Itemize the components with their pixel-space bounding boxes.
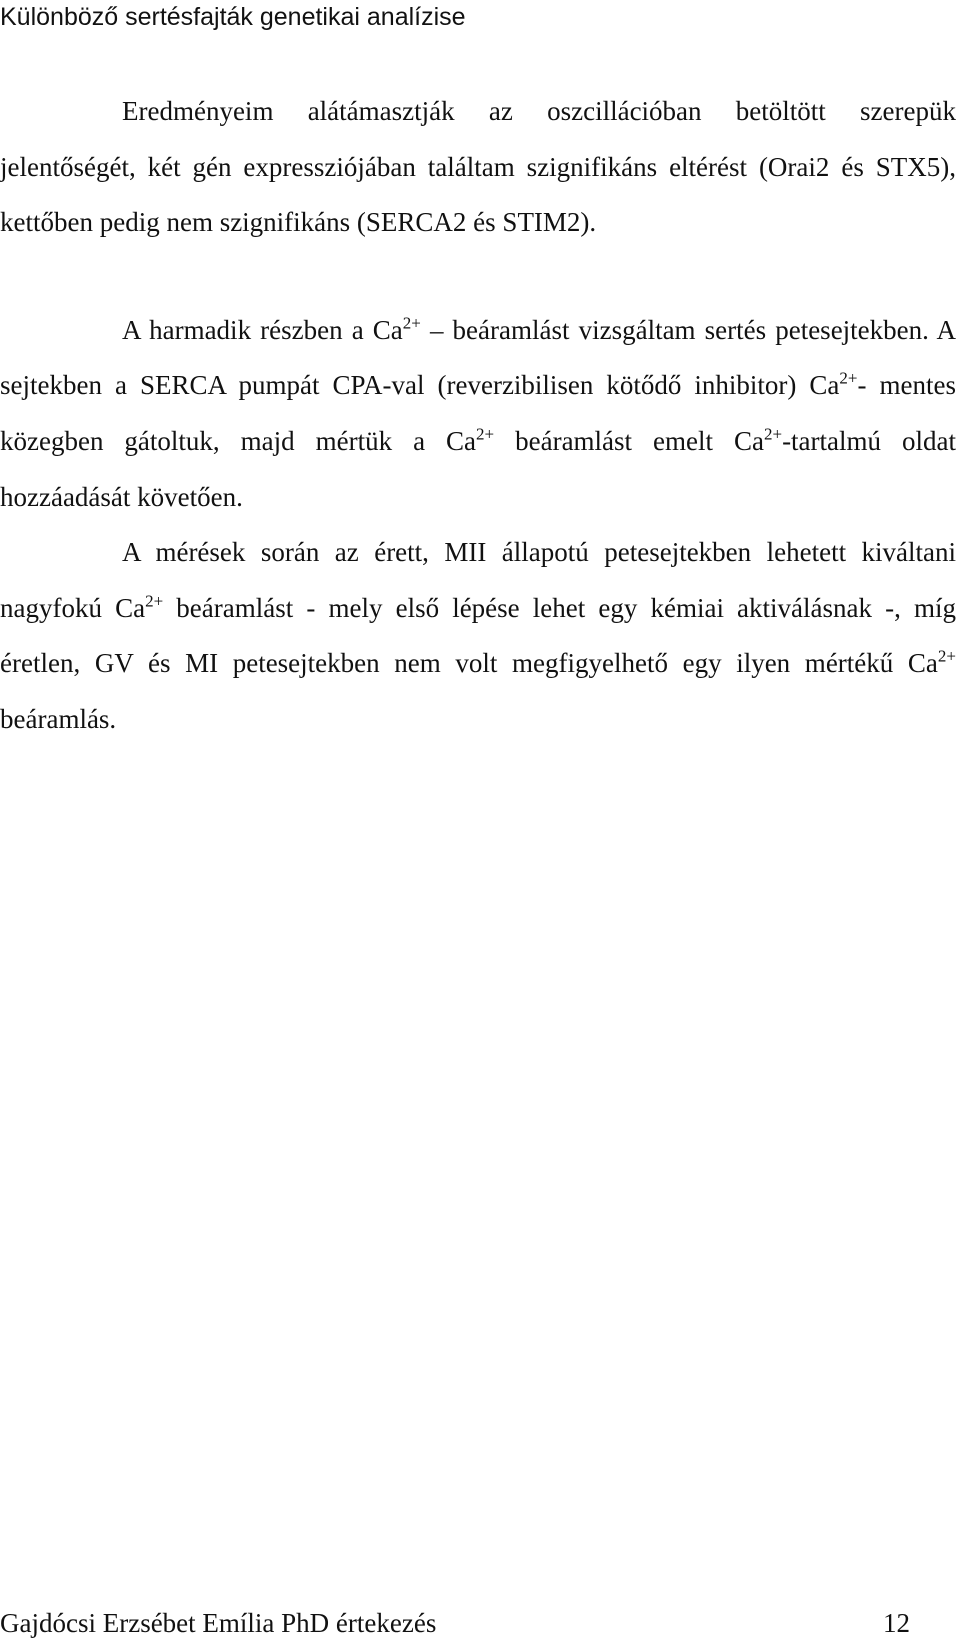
text-segment: – beáramlást vizsgáltam sertés petesejtekben. A sejtekben a SERCA pumpát CPA-val (reverzibilisen kötődő inhibitor) Ca: [0, 314, 956, 401]
body-text: [0, 84, 956, 748]
text-segment: Eredményeim alátámasztják az oszcillációban betöltött szerepük jelentőségét, két gén expressziójában találtam szignifikáns eltérést (Orai2 és STX5), kettőben pedig nem szignifikáns (SERCA2 és STIM2).: [0, 96, 956, 238]
text-segment: beáramlást - mely első lépése lehet egy kémiai aktiválásnak -, míg éretlen, GV és MI petesejtekben nem volt megfigyelhető egy ilyen mértékű Ca: [0, 592, 956, 679]
paragraph-3: [0, 525, 956, 747]
text-segment: A harmadik részben a Ca: [122, 314, 403, 345]
text-segment: - mentes közegben gátoltuk, majd mértük a Ca: [0, 370, 956, 456]
page-footer: [0, 1605, 910, 1641]
page-number: 12: [883, 1608, 910, 1638]
superscript: 2+: [402, 313, 421, 333]
superscript: 2+: [839, 368, 858, 388]
paragraph-2: [0, 303, 956, 525]
running-header: Különböző sertésfajták genetikai analízise: [0, 3, 466, 31]
superscript: 2+: [476, 424, 495, 444]
superscript: 2+: [763, 424, 783, 444]
text-segment: -tartalmú oldat hozzáadását követően.: [0, 425, 956, 512]
text-segment: A mérések során az érett, MII állapotú petesejtekben lehetett kiváltani nagyfokú Ca: [0, 537, 956, 623]
text-segment: beáramlás.: [0, 703, 117, 734]
superscript: 2+: [937, 646, 956, 666]
superscript: 2+: [145, 591, 164, 611]
paragraph-1: [0, 84, 956, 251]
text-segment: beáramlást emelt Ca: [494, 425, 764, 456]
footer-author: Gajdócsi Erzsébet Emília PhD értekezés: [0, 1608, 437, 1638]
